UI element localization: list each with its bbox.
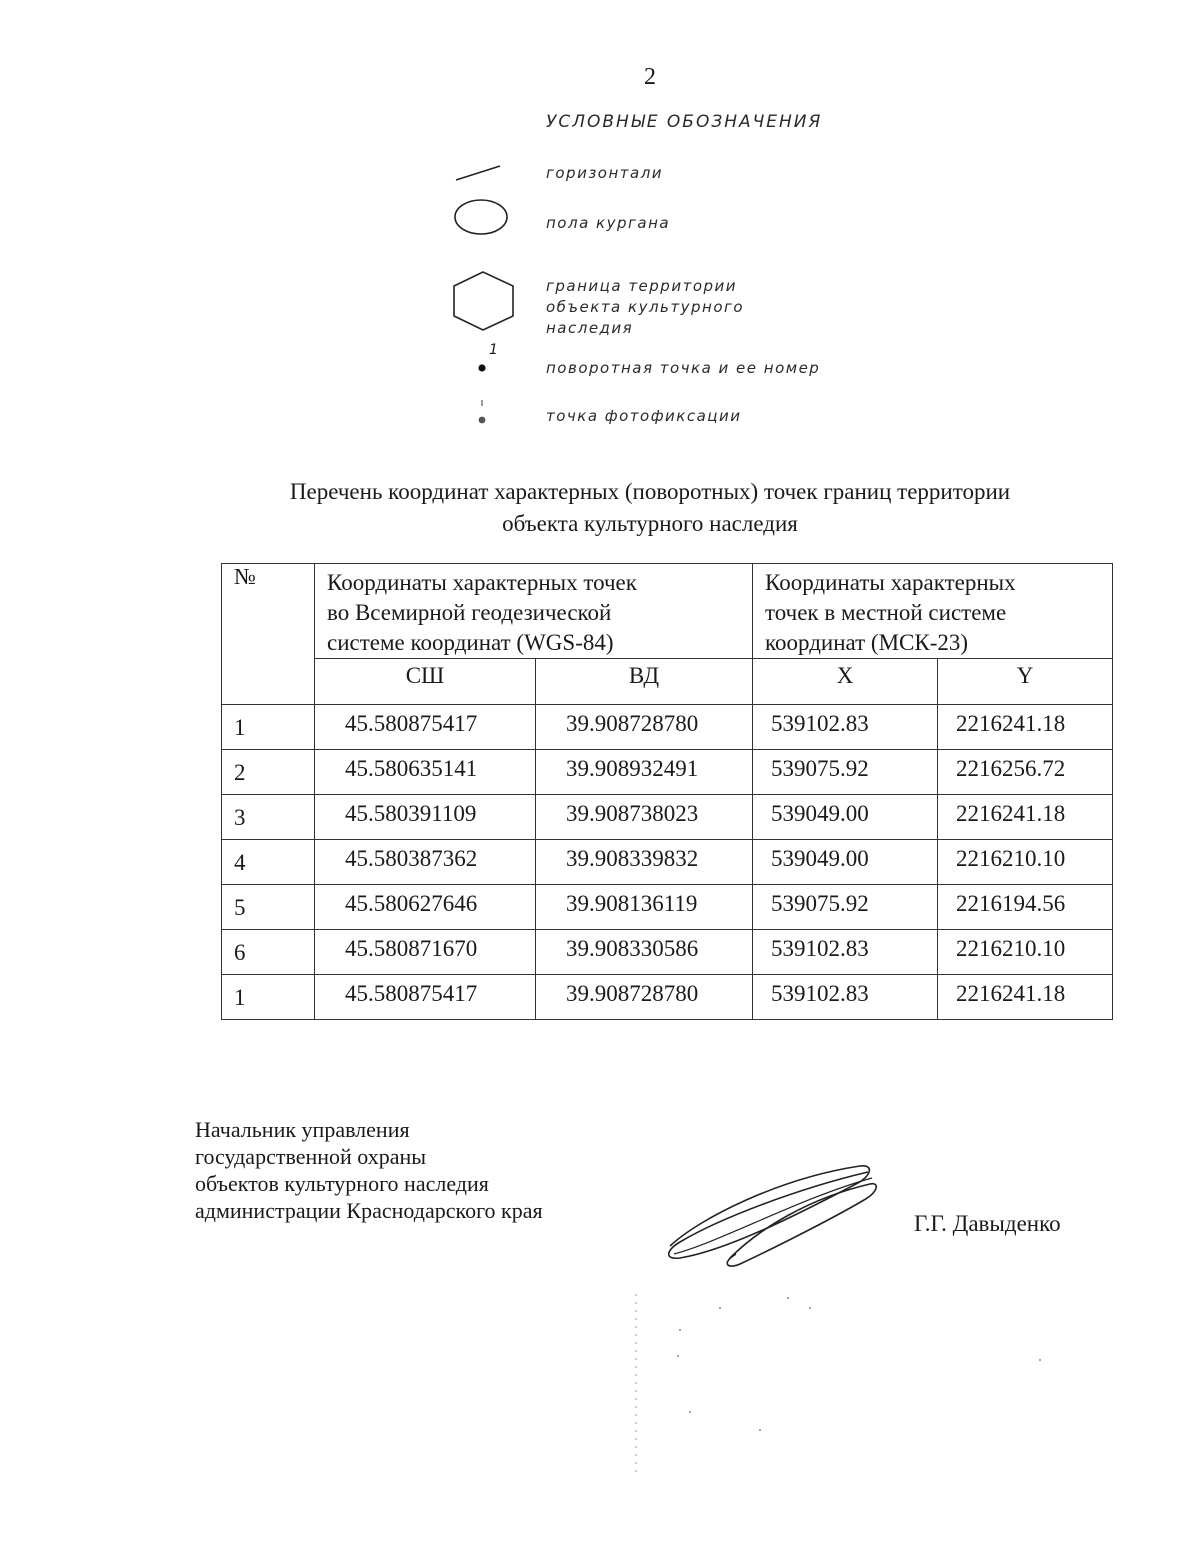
cell-y: 2216241.18 [938, 795, 1113, 840]
contour-line-icon [440, 158, 530, 198]
cell-lat: 45.580875417 [315, 975, 536, 1020]
cell-lon: 39.908728780 [536, 975, 753, 1020]
legend-item-contour [440, 158, 940, 188]
table-row [222, 795, 1113, 840]
cell-y: 2216210.10 [938, 840, 1113, 885]
cell-point-number: 1 [222, 705, 315, 750]
legend-label-photo-point: точка фотофиксации [546, 407, 742, 425]
header-y: Y [938, 659, 1113, 705]
legend-label-contour: горизонтали [546, 164, 664, 182]
cell-x: 539049.00 [753, 795, 938, 840]
cell-lat: 45.580387362 [315, 840, 536, 885]
legend-label-boundary-line1: граница территории [546, 277, 738, 295]
ellipse-icon [440, 196, 530, 240]
cell-point-number: 5 [222, 885, 315, 930]
table-subheader-row [222, 659, 1113, 705]
cell-x: 539102.83 [753, 705, 938, 750]
header-msk-line3: координат (МСК-23) [765, 630, 969, 655]
cell-lon: 39.908330586 [536, 930, 753, 975]
header-wgs [315, 564, 753, 659]
header-msk-line2: точек в местной системе [765, 600, 1007, 625]
cell-lat: 45.580635141 [315, 750, 536, 795]
header-wgs-line2: во Всемирной геодезической [327, 600, 612, 625]
cell-y: 2216256.72 [938, 750, 1113, 795]
handwritten-signature [660, 1158, 880, 1274]
header-wgs-line1: Координаты характерных точек [327, 570, 637, 595]
signer-title-line3: объектов культурного наследия [195, 1171, 489, 1196]
header-lon: ВД [536, 659, 753, 705]
legend-label-boundary-line2: объекта культурного [546, 298, 745, 316]
legend-item-turning-point [440, 342, 940, 382]
cell-y: 2216194.56 [938, 885, 1113, 930]
signer-title-line4: администрации Краснодарского края [195, 1198, 543, 1223]
coordinates-table [221, 563, 1113, 1020]
legend-item-mound [440, 196, 940, 240]
list-title-line1: Перечень координат характерных (поворотных) точек границ территории [289, 479, 1011, 504]
page-number: 2 [644, 64, 656, 90]
header-wgs-line3: системе координат (WGS-84) [327, 630, 614, 655]
table-header-row [222, 564, 1113, 659]
cell-y: 2216241.18 [938, 975, 1113, 1020]
cell-lon: 39.908136119 [536, 885, 753, 930]
legend-title: УСЛОВНЫЕ ОБОЗНАЧЕНИЯ [546, 112, 823, 132]
cell-lon: 39.908339832 [536, 840, 753, 885]
cell-x: 539049.00 [753, 840, 938, 885]
scan-artifacts [620, 1290, 1060, 1480]
legend-label-mound: пола кургана [546, 214, 671, 232]
signer-title-line2: государственной охраны [195, 1144, 427, 1169]
cell-point-number: 6 [222, 930, 315, 975]
header-num: № [222, 564, 315, 705]
cell-lat: 45.580391109 [315, 795, 536, 840]
signer-title-line1: Начальник управления [195, 1117, 410, 1142]
cell-y: 2216210.10 [938, 930, 1113, 975]
cell-x: 539102.83 [753, 930, 938, 975]
cell-lat: 45.580627646 [315, 885, 536, 930]
table-row [222, 840, 1113, 885]
header-msk-line1: Координаты характерных [765, 570, 1016, 595]
cell-lon: 39.908728780 [536, 705, 753, 750]
cell-lat: 45.580871670 [315, 930, 536, 975]
hexagon-icon [440, 266, 530, 342]
cell-x: 539102.83 [753, 975, 938, 1020]
coordinates-list-title [140, 476, 1160, 540]
table-row [222, 930, 1113, 975]
header-msk [753, 564, 1113, 659]
legend-label-turning-point: поворотная точка и ее номер [546, 359, 821, 377]
cell-lon: 39.908738023 [536, 795, 753, 840]
turning-point-number: 1 [489, 342, 498, 358]
table-row [222, 750, 1113, 795]
table-row [222, 705, 1113, 750]
cell-x: 539075.92 [753, 885, 938, 930]
legend-item-photo-point [440, 394, 940, 434]
cell-y: 2216241.18 [938, 705, 1113, 750]
cell-lat: 45.580875417 [315, 705, 536, 750]
cell-point-number: 1 [222, 975, 315, 1020]
cell-point-number: 3 [222, 795, 315, 840]
table-row [222, 975, 1113, 1020]
signature-block [195, 1116, 543, 1224]
legend-item-boundary [440, 266, 940, 342]
cell-point-number: 2 [222, 750, 315, 795]
photo-point-icon [440, 394, 530, 434]
legend-label-boundary-line3: наследия [546, 319, 634, 337]
turning-point-icon [440, 342, 530, 382]
list-title-line2: объекта культурного наследия [502, 511, 798, 536]
table-row [222, 885, 1113, 930]
cell-lon: 39.908932491 [536, 750, 753, 795]
cell-point-number: 4 [222, 840, 315, 885]
header-lat: СШ [315, 659, 536, 705]
cell-x: 539075.92 [753, 750, 938, 795]
header-x: X [753, 659, 938, 705]
signer-name: Г.Г. Давыденко [914, 1211, 1061, 1236]
